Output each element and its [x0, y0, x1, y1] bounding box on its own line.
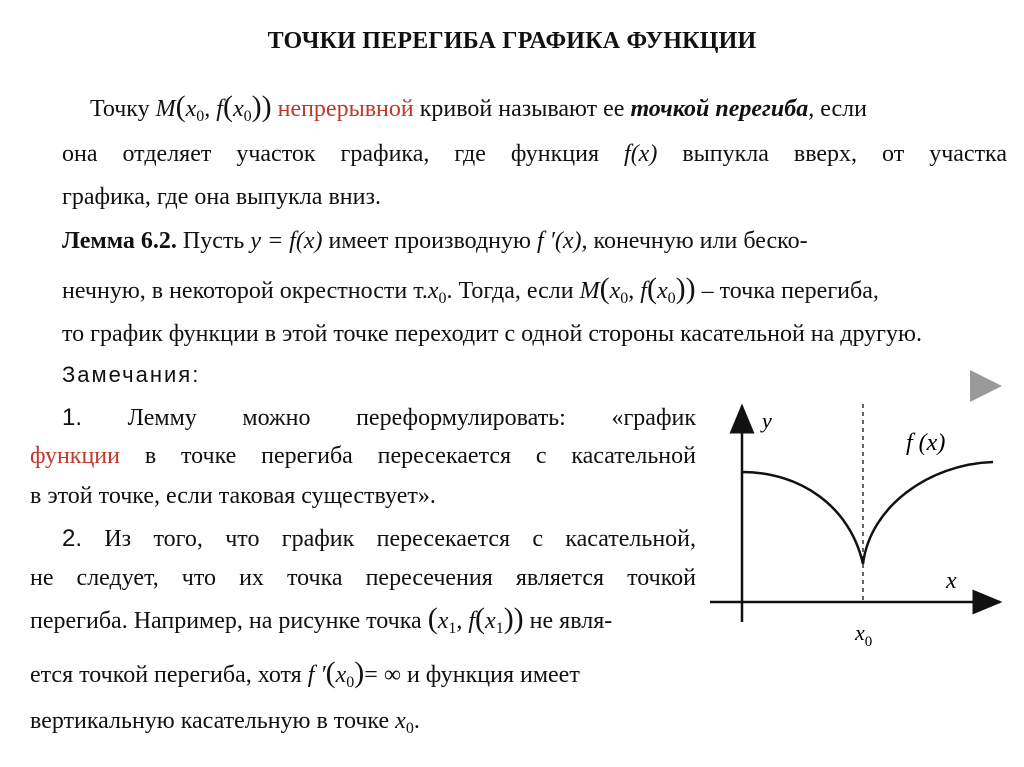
lemma-line-1: Лемма 6.2. Пусть y = f(x) имеет производную f ′(x), конечную или беско-	[62, 228, 808, 254]
function-graph	[700, 396, 1010, 666]
remark-2-line-4: ется точкой перегиба, хотя f $'(x_0)=$ ∞ и функция имеет	[30, 656, 580, 691]
y-axis-label: y	[762, 408, 772, 433]
remark-2-line-1: 2. Из того, что график пересекается с касательной,	[62, 525, 697, 552]
remark-2-line-5: вертикальную касательную в точке $x_0$.	[30, 708, 420, 737]
remark-2-line-3: перегиба. Например, на рисунке точка ($x_1$, $f(x_1)$) не явля-	[30, 602, 613, 637]
definition-line-2: она отделяет участок графика, где функция f(x) выпукла вверх, от участка	[62, 141, 1008, 167]
page-title: ТОЧКИ ПЕРЕГИБА ГРАФИКА ФУНКЦИИ	[267, 28, 757, 54]
curve-left-branch	[742, 472, 863, 564]
lemma-label: Лемма 6.2.	[62, 228, 177, 254]
remark-1-line-3: в этой точке, если таковая существует».	[30, 483, 436, 509]
remark-2-line-2: не следует, что их точка пересечения является точкой	[30, 565, 696, 591]
f-label: f (x)	[906, 430, 946, 456]
lemma-line-2: нечную, в некоторой окрестности $т.x_0$. Тогда, если $M(x_0$, $f(x_0)$) – точка перегиба,	[62, 272, 879, 307]
definition-line-1: Точку $M(x_0$, $f(x_0)$) непрерывной кривой называют ее точкой перегиба, если	[90, 90, 867, 125]
highlight-function: функции	[30, 443, 120, 469]
curve-right-branch	[863, 462, 993, 564]
highlight-continuous: непрерывной	[277, 96, 414, 122]
x-axis-label: x	[946, 568, 957, 594]
definition-line-3: графика, где она выпукла вниз.	[62, 184, 381, 210]
term-inflection-point: точкой перегиба	[630, 96, 809, 122]
remark-1-line-1: 1. Лемму можно переформулировать: «график	[62, 404, 697, 431]
remarks-heading: Замечания:	[62, 362, 201, 387]
remark-1-line-2: функции в точке перегиба пересекается с касательной	[30, 443, 696, 469]
x0-label: $x_0$	[855, 620, 873, 650]
lemma-line-3: то график функции в этой точке переходит с одной стороны касательной на другую.	[62, 321, 922, 347]
